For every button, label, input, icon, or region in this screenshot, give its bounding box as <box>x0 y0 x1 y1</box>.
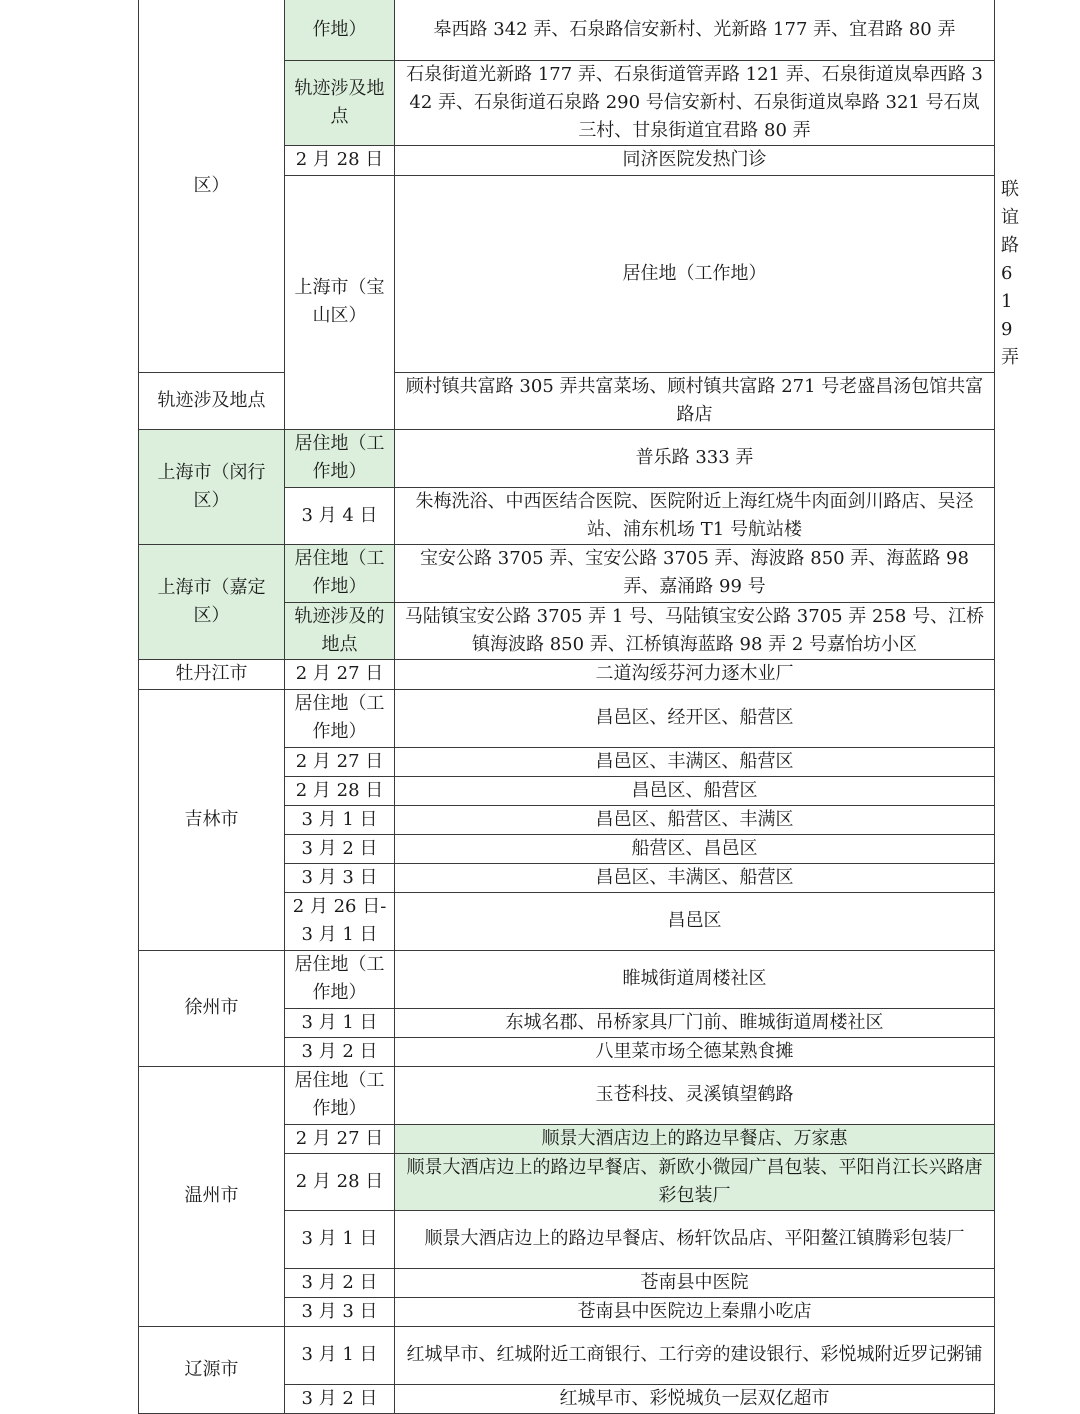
location-detail-cell: 顺景大酒店边上的路边早餐店、万家惠 <box>395 1124 995 1153</box>
date-or-type-cell: 3 月 1 日 <box>285 805 395 834</box>
date-or-type-cell: 3 月 3 日 <box>285 863 395 892</box>
location-detail-cell: 昌邑区、丰满区、船营区 <box>395 747 995 776</box>
date-or-type-cell: 3 月 2 日 <box>285 1384 395 1413</box>
location-detail-cell: 顺景大酒店边上的路边早餐店、杨轩饮品店、平阳鳌江镇腾彩包装厂 <box>395 1210 995 1268</box>
date-or-type-cell: 居住地（工作地） <box>285 544 395 602</box>
table-row <box>139 372 995 429</box>
location-detail-cell: 昌邑区、丰满区、船营区 <box>395 863 995 892</box>
date-or-type-cell: 作地） <box>285 0 395 60</box>
table-row <box>139 659 995 689</box>
city-cell: 区） <box>139 0 285 372</box>
date-or-type-cell: 3 月 1 日 <box>285 1008 395 1037</box>
location-detail-cell: 皋西路 342 弄、石泉路信安新村、光新路 177 弄、宜君路 80 弄 <box>395 0 995 60</box>
city-cell: 牡丹江市 <box>139 659 285 689</box>
date-or-type-cell: 轨迹涉及地点 <box>285 60 395 145</box>
location-detail-cell: 马陆镇宝安公路 3705 弄 1 号、马陆镇宝安公路 3705 弄 258 号、江桥镇海波路 850 弄、江桥镇海蓝路 98 弄 2 号嘉怡坊小区 <box>395 602 995 659</box>
location-detail-cell: 同济医院发热门诊 <box>395 145 995 175</box>
date-or-type-cell: 轨迹涉及地点 <box>139 372 285 429</box>
date-or-type-cell: 居住地（工作地） <box>285 1066 395 1124</box>
table-row <box>139 0 995 60</box>
date-or-type-cell: 3 月 2 日 <box>285 834 395 863</box>
date-or-type-cell: 2 月 28 日 <box>285 1153 395 1210</box>
location-detail-cell: 昌邑区 <box>395 892 995 950</box>
location-detail-cell: 顺景大酒店边上的路边早餐店、新欧小微园广昌包装、平阳肖江长兴路唐彩包装厂 <box>395 1153 995 1210</box>
city-cell: 辽源市 <box>139 1326 285 1413</box>
date-or-type-cell: 居住地（工作地） <box>395 175 995 372</box>
location-detail-cell: 朱梅洗浴、中西医结合医院、医院附近上海红烧牛肉面剑川路店、吴泾站、浦东机场 T1 号航站楼 <box>395 487 995 544</box>
location-detail-cell: 二道沟绥芬河力逐木业厂 <box>395 659 995 689</box>
location-detail-cell: 船营区、昌邑区 <box>395 834 995 863</box>
table-row <box>139 544 995 602</box>
date-or-type-cell: 轨迹涉及的地点 <box>285 602 395 659</box>
city-cell: 吉林市 <box>139 689 285 950</box>
city-cell: 温州市 <box>139 1066 285 1326</box>
table-row <box>139 689 995 747</box>
location-detail-cell: 睢城街道周楼社区 <box>395 950 995 1008</box>
location-table <box>138 0 1019 1414</box>
location-detail-cell: 石泉街道光新路 177 弄、石泉街道管弄路 121 弄、石泉街道岚皋西路 342 弄、石泉街道石泉路 290 号信安新村、石泉街道岚皋路 321 号石岚三村、甘泉街道宜君路 80 弄 <box>395 60 995 145</box>
location-detail-cell: 普乐路 333 弄 <box>395 429 995 487</box>
table-row <box>139 950 995 1008</box>
date-or-type-cell: 2 月 26 日-3 月 1 日 <box>285 892 395 950</box>
table-row <box>139 1326 995 1384</box>
city-cell: 上海市（宝山区） <box>285 175 395 429</box>
location-detail-cell: 宝安公路 3705 弄、宝安公路 3705 弄、海波路 850 弄、海蓝路 98 弄、嘉涌路 99 号 <box>395 544 995 602</box>
date-or-type-cell: 2 月 27 日 <box>285 1124 395 1153</box>
table-row <box>139 429 995 487</box>
location-detail-cell: 苍南县中医院 <box>395 1268 995 1297</box>
date-or-type-cell: 3 月 2 日 <box>285 1037 395 1066</box>
location-detail-cell: 玉苍科技、灵溪镇望鹤路 <box>395 1066 995 1124</box>
date-or-type-cell: 2 月 27 日 <box>285 659 395 689</box>
table-row <box>139 1066 995 1124</box>
date-or-type-cell: 3 月 4 日 <box>285 487 395 544</box>
date-or-type-cell: 3 月 2 日 <box>285 1268 395 1297</box>
location-detail-cell: 昌邑区、经开区、船营区 <box>395 689 995 747</box>
date-or-type-cell: 2 月 28 日 <box>285 145 395 175</box>
date-or-type-cell: 3 月 1 日 <box>285 1326 395 1384</box>
date-or-type-cell: 3 月 1 日 <box>285 1210 395 1268</box>
city-cell: 上海市（闵行区） <box>139 429 285 544</box>
date-or-type-cell: 居住地（工作地） <box>285 950 395 1008</box>
table-row: 上海市（宝山区） 居住地（工作地） 联谊路 619 弄 <box>139 175 995 372</box>
table-body <box>139 0 1019 1413</box>
location-detail-cell: 苍南县中医院边上秦鼎小吃店 <box>395 1297 995 1326</box>
date-or-type-cell: 3 月 3 日 <box>285 1297 395 1326</box>
location-detail-cell: 昌邑区、船营区 <box>395 776 995 805</box>
location-detail-cell: 东城名郡、吊桥家具厂门前、睢城街道周楼社区 <box>395 1008 995 1037</box>
date-or-type-cell: 2 月 27 日 <box>285 747 395 776</box>
date-or-type-cell: 居住地（工作地） <box>285 429 395 487</box>
city-cell: 上海市（嘉定区） <box>139 544 285 659</box>
location-detail-cell: 昌邑区、船营区、丰满区 <box>395 805 995 834</box>
location-detail-cell: 红城早市、红城附近工商银行、工行旁的建设银行、彩悦城附近罗记粥铺 <box>395 1326 995 1384</box>
location-detail-cell: 顾村镇共富路 305 弄共富菜场、顾村镇共富路 271 号老盛昌汤包馆共富路店 <box>395 372 995 429</box>
location-detail-cell: 红城早市、彩悦城负一层双亿超市 <box>395 1384 995 1413</box>
date-or-type-cell: 居住地（工作地） <box>285 689 395 747</box>
date-or-type-cell: 2 月 28 日 <box>285 776 395 805</box>
location-detail-cell: 八里菜市场仝德某熟食摊 <box>395 1037 995 1066</box>
city-cell: 徐州市 <box>139 950 285 1066</box>
